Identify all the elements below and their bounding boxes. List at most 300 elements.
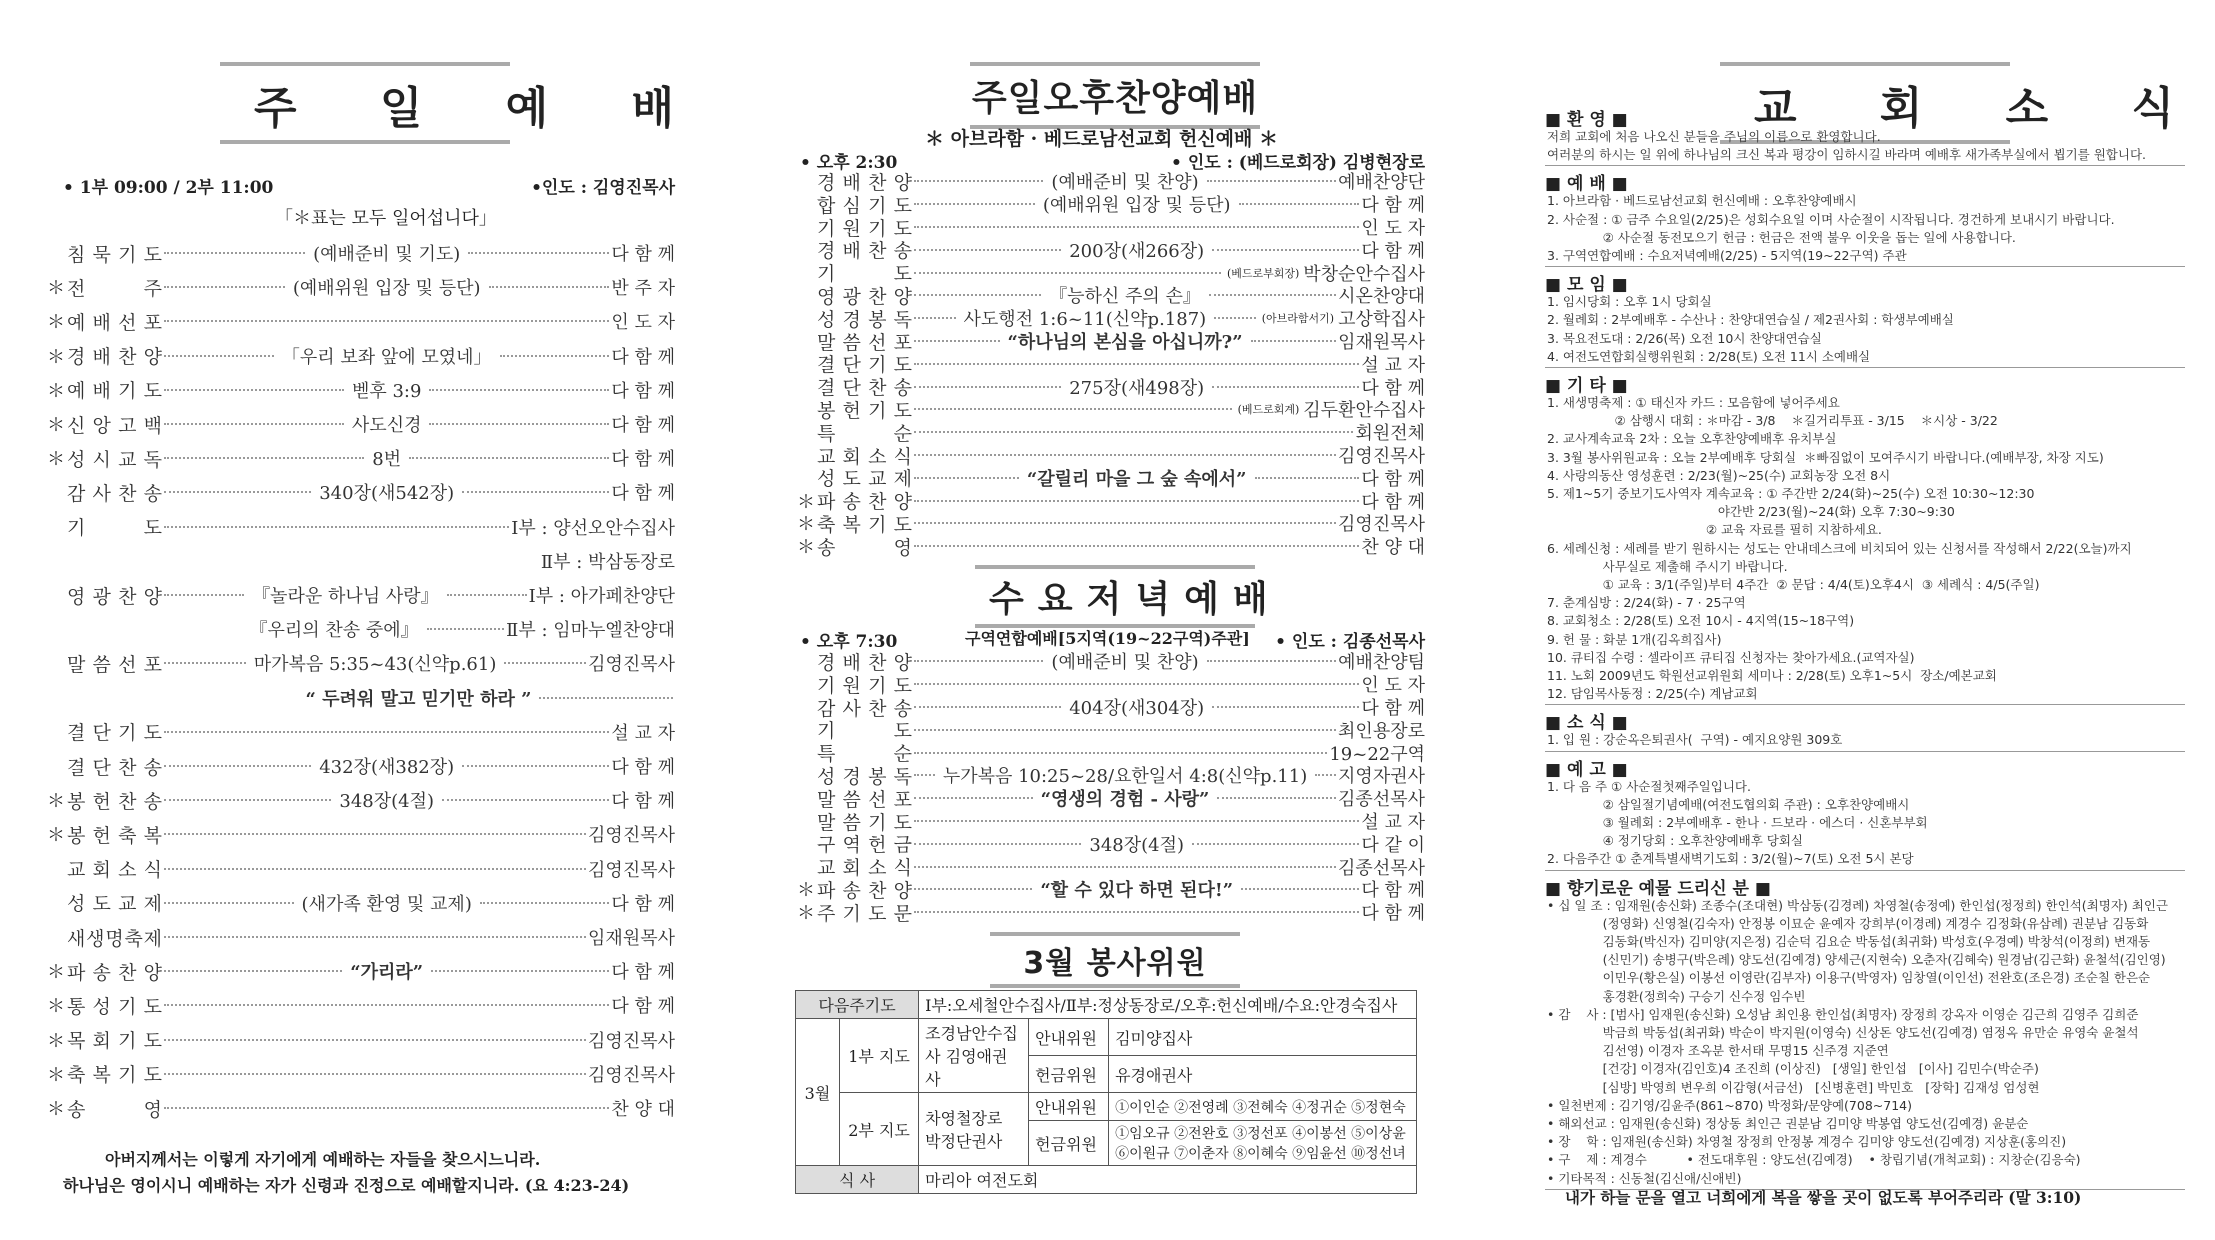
news-line: 12. 담임목사동정 : 2/25(수) 계남교회 (1547, 686, 1758, 702)
volunteers-title: 3월 봉사위원 (1023, 946, 1207, 981)
service-times: • 1부 09:00 / 2부 11:00 (63, 178, 274, 198)
order-person: 김영진목사 (1338, 446, 1425, 467)
leader-dots (164, 970, 342, 972)
order-person: 찬 양 대 (611, 1099, 675, 1121)
order-label: 통 성 기 도 (67, 995, 162, 1018)
order-content: 마가복음 5:35~43(신약p.61) (253, 654, 497, 676)
order-label: 결 단 찬 송 (67, 756, 162, 779)
scripture-line-1: 아버지께서는 이렇게 자기에게 예배하는 자들을 찾으시느니라. (105, 1150, 541, 1169)
order-label: 봉 헌 기 도 (817, 399, 912, 422)
order-person: 설 교 자 (1361, 812, 1425, 833)
order-label: 말 씀 선 포 (67, 653, 162, 676)
leader-dots (164, 526, 509, 528)
order-person: 다 같 이 (1361, 834, 1425, 856)
order-content: “갈릴리 마을 그 숲 속에서” (1026, 468, 1247, 490)
part1-guide: 김미양집사 (1109, 1019, 1417, 1056)
leader-dots (164, 389, 344, 391)
leader-dots (914, 706, 1061, 708)
afternoon-title-block (970, 62, 1260, 129)
order-content: (새가족 환영 및 교제) (301, 893, 472, 915)
order-content: 누가복음 10:25~28/요한일서 4:8(신약p.11) (942, 766, 1308, 788)
order-row (45, 783, 675, 817)
order-label: 특 순 (817, 743, 912, 766)
order-label: 결 단 기 도 (817, 354, 912, 377)
order-person: 다 함 께 (1361, 491, 1425, 513)
news-line: 야간반 2/23(월)~24(화) 오후 7:30~9:30 (1547, 504, 1955, 520)
news-line: (신민기) 송병구(박은례) 양도선(김예경) 양세근(지현숙) 오춘자(김혜숙) 원경남(김근화) 윤철석(김인영) (1547, 952, 2166, 968)
leader-dots (164, 765, 311, 767)
part2-offer-line1: ①임오규 ②전완호 ③정선포 ④이봉선 ⑤이상윤 (1115, 1126, 1406, 1142)
order-label: 말 씀 선 포 (817, 331, 912, 354)
news-line: ③ 월례회 : 2부예배후 - 한나 · 드보라 · 에스더 · 신혼부부회 (1547, 815, 1928, 830)
title-bar-bottom (990, 984, 1240, 988)
order-person: 김영진목사 (588, 859, 675, 881)
news-line: ① 교육 : 3/1(주일)부터 4주간 ② 문답 : 4/4(토)오후4시 ③ 세례식 : 4/5(주일) (1547, 577, 2040, 592)
order-label: 파 송 찬 양 (67, 961, 162, 984)
news-line: 3. 3월 봉사위원교육 : 오늘 2부예배후 당회실 ＊빠짐없이 모여주시기 바랍니다.(예배부장, 차장 지도) (1547, 449, 2104, 465)
news-line: (정영화) 신영철(김숙자) 안정봉 이묘순 윤예자 강희부(이경례) 계경수 김정화(유삼례) 권분남 김동화 (1547, 915, 2149, 931)
leader-dots (914, 454, 1336, 456)
sunday-service-column (45, 0, 708, 1240)
news-line: 8. 교회청소 : 2/28(토) 오전 10시 - 4지역(15~18구역) (1547, 613, 1855, 629)
stand-mark: ＊ (797, 491, 815, 513)
order-content: “ 두려워 말고 믿기만 하라 ” (305, 688, 532, 710)
order-person: 다 함 께 (611, 449, 676, 471)
order-row (45, 852, 675, 886)
leader-dots (539, 697, 673, 699)
news-line: 저희 교회에 처음 나오신 분들을 주님의 이름으로 환영합니다. (1547, 129, 1881, 144)
news-line: • 십 일 조 : 임재원(송신화) 조종수(조대현) 박삼동(김경례) 차영철(송정예) 한인섭(정정희) 한인석(최명자) 최인근 (1547, 897, 2168, 913)
meal-label: 식 사 (796, 1166, 919, 1194)
order-row (45, 510, 675, 544)
leader-dots (1192, 843, 1359, 845)
order-row (795, 696, 1425, 719)
part1-offer-label: 헌금위원 (1029, 1056, 1109, 1093)
order-row (45, 270, 675, 304)
stand-mark: ＊ (47, 1030, 65, 1052)
leader-dots (500, 355, 610, 357)
order-row (795, 284, 1425, 307)
news-section-heading: ■ 소 식 ■ (1545, 713, 1628, 734)
order-person: 다 함 께 (611, 962, 676, 984)
news-line: 10. 큐티집 수령 : 셀라이프 큐티집 신청자는 찾아가세요.(교역자실) (1547, 649, 1915, 665)
order-label: 구 역 헌 금 (817, 834, 912, 857)
order-person: 인 도 자 (611, 312, 675, 334)
leader-dots (1214, 317, 1256, 319)
order-person: Ⅱ부 : 박삼동장로 (540, 551, 675, 573)
leader-dots (914, 272, 1221, 274)
jido-label: 지도 (878, 1047, 910, 1066)
order-label: 성 시 교 독 (67, 448, 162, 471)
news-line: [건강] 이경자(김인호)4 조진희 (이상진) [생일] 한인섭 [이사] 김민수(박순주) (1547, 1061, 2039, 1077)
order-label: 송 영 (817, 536, 912, 559)
leader-dots (914, 249, 1061, 251)
order-row (45, 544, 675, 578)
order-content: (예배위원 입장 및 등단) (1042, 195, 1231, 217)
order-label: 말 씀 기 도 (817, 811, 912, 834)
leader-dots (164, 1107, 609, 1109)
leader-dots (504, 662, 586, 664)
order-content: 『놀라운 하나님 사랑』 (252, 586, 439, 608)
news-line: 4. 여전도연합회실행위원회 : 2/28(토) 오전 11시 소예배실 (1547, 348, 1871, 364)
order-row (795, 261, 1425, 284)
order-row (45, 988, 675, 1022)
order-person: 김영진목사 (588, 1064, 675, 1086)
news-line: 김선영) 이경자 조옥분 한서태 무명15 신주경 지준연 (1547, 1043, 1889, 1059)
order-person: 김종선목사 (1338, 857, 1425, 879)
leader-dots (468, 252, 609, 254)
section-divider (1545, 165, 2185, 166)
order-note: (아브라함서기) (1261, 312, 1335, 326)
part1: 1부 (848, 1047, 874, 1066)
section-divider (1545, 367, 2185, 368)
order-person: 다 함 께 (611, 380, 676, 402)
order-row (795, 375, 1425, 398)
order-row (45, 304, 675, 338)
stand-mark: ＊ (797, 880, 815, 902)
order-person: 김영진목사 (588, 654, 676, 676)
news-line: 김동화(박신자) 김미양(지은정) 김순덕 김요순 박동섭(최귀화) 박성호(우경예) 박창석(이정희) 변재동 (1547, 934, 2151, 949)
order-row (795, 901, 1425, 924)
next-week-prayer-value: Ⅰ부:오세철안수집사/Ⅱ부:정상동장로/오후:헌신예배/수요:안경숙집사 (919, 991, 1417, 1019)
news-line: ② 사순절 동전모으기 헌금 : 헌금은 전액 불우 이웃을 돕는 일에 사용합니다. (1547, 229, 2016, 245)
leader-dots (914, 752, 1327, 754)
news-line: 2. 월례회 : 2부예배후 - 수산나 : 찬양대연습실 / 제2권사회 : 학생부예배실 (1547, 312, 1954, 328)
volunteers-title-block (990, 932, 1240, 988)
order-content: 348장(4절) (339, 791, 435, 813)
volunteers-table (795, 990, 1417, 1194)
leader-dots (164, 252, 305, 254)
news-line: ② 교육 자료를 필히 지참하세요. (1547, 522, 1882, 538)
order-person: 설 교 자 (1361, 354, 1425, 376)
order-label: 목 회 기 도 (67, 1030, 162, 1053)
sunday-service-title-block (220, 62, 708, 144)
order-content: (예배준비 및 기도) (313, 244, 461, 266)
wednesday-title-block (975, 565, 1282, 628)
leader-dots (480, 902, 610, 904)
order-label: 경 배 찬 양 (817, 651, 912, 674)
order-row (795, 307, 1425, 330)
order-person: 설 교 자 (611, 722, 675, 744)
order-row (45, 817, 675, 851)
part1-label (840, 1019, 919, 1093)
leader-dots (164, 662, 246, 664)
part2-label (840, 1093, 919, 1166)
news-line: • 기타목적 : 신동철(김신애/신애빈) (1547, 1170, 1742, 1186)
order-label: 감 사 찬 송 (817, 697, 912, 720)
order-content: 275장(새498장) (1069, 377, 1205, 399)
order-row (45, 681, 675, 715)
leader-dots (914, 340, 1000, 342)
leader-dots (164, 594, 244, 596)
stand-mark: ＊ (797, 903, 815, 925)
order-person: 다 함 께 (611, 346, 676, 368)
stand-mark: ＊ (47, 312, 65, 334)
news-line: 사무실로 제출해 주시기 바랍니다. (1547, 558, 1788, 574)
title-bar-bottom (220, 140, 510, 144)
order-label: 감 사 찬 송 (67, 482, 162, 505)
order-label: 기 도 (817, 263, 912, 286)
leader-dots (914, 797, 1033, 799)
news-line: ② 삼행시 대회 : ＊마감 - 3/8 ＊길거리투표 - 3/15 ＊시상 - 3/22 (1547, 413, 1998, 429)
leader-dots (914, 317, 956, 319)
news-section-heading: ■ 모 임 ■ (1545, 275, 1628, 296)
order-label: 예 배 기 도 (67, 380, 162, 403)
order-row (45, 373, 675, 407)
leader-dots (409, 457, 609, 459)
order-row (45, 886, 675, 920)
order-person: 다 함 께 (1361, 698, 1425, 719)
order-row (45, 1091, 675, 1125)
order-label: 봉 헌 축 복 (67, 824, 162, 847)
order-label: 예 배 선 포 (67, 311, 162, 334)
wednesday-leader: • 인도 : 김종선목사 (1275, 632, 1425, 652)
order-content: 404장(새304장) (1069, 698, 1205, 719)
order-label: 기 도 (67, 517, 162, 540)
order-person: 다 함 께 (611, 996, 675, 1018)
order-person: 인 도 자 (1361, 675, 1425, 697)
leader-dots (164, 731, 609, 733)
order-row (795, 466, 1425, 489)
afternoon-subtitle: ＊ 아브라함 · 베드로남선교회 헌신예배 ＊ (925, 128, 1278, 150)
order-row (45, 1057, 675, 1091)
leader-dots (914, 660, 1043, 662)
afternoon-time: • 오후 2:30 (800, 153, 898, 173)
news-section-heading: ■ 향기로운 예물 드리신 분 ■ (1545, 878, 1771, 899)
news-section-heading: ■ 예 고 ■ (1545, 759, 1628, 780)
order-row (45, 407, 675, 441)
order-label: 기 원 기 도 (817, 674, 912, 697)
order-content: 사도행전 1:6~11(신약p.187) (963, 309, 1207, 331)
order-person: 김영진목사 (588, 1030, 675, 1052)
order-label: 신 앙 고 백 (67, 414, 162, 437)
order-label: 성 도 교 제 (817, 468, 912, 491)
order-content: 432장(새382장) (319, 757, 455, 779)
order-person: 다 함 께 (1361, 195, 1425, 217)
order-row (45, 578, 675, 612)
order-label: 성 경 봉 독 (817, 765, 912, 788)
stand-mark: ＊ (797, 537, 815, 559)
order-row (45, 612, 675, 646)
order-label: 파 송 찬 양 (817, 491, 912, 514)
order-label: 봉 헌 찬 송 (67, 790, 162, 813)
section-divider (1545, 751, 2185, 752)
order-person: 다 함 께 (611, 483, 675, 505)
order-row (795, 330, 1425, 353)
news-line: ② 삼일절기념예배(여전도협의회 주관) : 오후찬양예배시 (1547, 796, 1910, 812)
order-person: 김두환안수집사 (1303, 400, 1425, 422)
leader-dots (1255, 477, 1360, 479)
order-person: 임재원목사 (588, 928, 675, 950)
news-line: ④ 정기당회 : 오후찬양예배후 당회실 (1547, 833, 1803, 849)
news-line: 11. 노회 2009년도 학원선교위원회 세미나 : 2/28(토) 오후1~5시 장소/예본교회 (1547, 668, 1997, 683)
order-label: 결 단 찬 송 (817, 377, 912, 400)
news-line: 2. 다음주간 ① 춘계특별새벽기도회 : 3/2(월)~7(토) 오전 5시 본당 (1547, 851, 1914, 867)
order-person: 다 함 께 (1361, 880, 1426, 902)
order-row (795, 787, 1425, 810)
order-label: 영 광 찬 양 (817, 285, 912, 308)
order-label: 파 송 찬 양 (817, 879, 912, 902)
order-row (45, 715, 675, 749)
order-person: 다 함 께 (611, 791, 675, 813)
leader-dots (914, 363, 1359, 365)
part2-guide: ①이인순 ②전영례 ③전혜숙 ④정귀순 ⑤정현숙 (1109, 1093, 1417, 1121)
news-line: 9. 헌 물 : 화분 1개(김옥희집사) (1547, 631, 1722, 647)
order-label: 교 회 소 식 (817, 445, 912, 468)
leader-dots (164, 355, 274, 357)
order-content: “영생의 경험 - 사랑” (1040, 789, 1210, 811)
leader-dots (164, 833, 586, 835)
order-content: 사도신경 (351, 415, 422, 437)
order-label: 침 묵 기 도 (67, 243, 162, 266)
order-row (45, 646, 675, 680)
order-label: 축 복 기 도 (817, 513, 912, 536)
leader-dots (914, 203, 1035, 205)
order-person: 다 함 께 (611, 415, 676, 437)
leader-dots (462, 765, 609, 767)
part2-guide-label: 안내위원 (1029, 1093, 1109, 1121)
order-content: (예배준비 및 찬양) (1051, 652, 1199, 674)
stand-mark: ＊ (797, 514, 815, 536)
news-line: 2. 교사계속교육 2차 : 오늘 오후찬양예배후 유치부실 (1547, 431, 1837, 447)
order-row (795, 444, 1425, 467)
order-person: 임재원목사 (1338, 332, 1426, 353)
order-person: 최인용장로 (1338, 720, 1425, 742)
order-label: 주 기 도 문 (817, 902, 912, 925)
order-person: 다 함 께 (611, 893, 675, 915)
news-line: 4. 사랑의동산 영성훈련 : 2/23(월)~25(수) 교회농장 오전 8시 (1547, 467, 1891, 483)
order-row (45, 954, 675, 988)
order-content: 340장(새542장) (319, 483, 455, 505)
service-leader: •인도 : 김영진목사 (531, 178, 675, 198)
order-content: 「우리 보좌 앞에 모였네」 (281, 346, 492, 368)
leader-dots (1217, 797, 1336, 799)
wednesday-time: • 오후 7:30 (800, 632, 898, 652)
order-content: “가리라” (350, 962, 424, 984)
news-line: 7. 춘계심방 : 2/24(화) - 7 · 25구역 (1547, 595, 1746, 611)
leader-dots (1241, 888, 1359, 890)
order-content: (예배준비 및 찬양) (1051, 172, 1199, 194)
order-row (45, 1023, 675, 1057)
order-label: 영 광 찬 양 (67, 585, 162, 608)
leader-dots (914, 386, 1061, 388)
leader-dots (914, 683, 1359, 685)
order-row (795, 878, 1425, 901)
leader-dots (914, 477, 1019, 479)
leader-dots (914, 888, 1032, 890)
leader-dots (429, 389, 609, 391)
jido-label: 지도 (878, 1120, 910, 1140)
part2-offer (1109, 1121, 1417, 1166)
order-row (795, 421, 1425, 444)
leader-dots (447, 594, 527, 596)
news-line: • 일천번제 : 김기영/김윤주(861~870) 박정화/문양예(708~714) (1547, 1097, 1912, 1113)
order-label: 교 회 소 식 (67, 859, 162, 882)
leader-dots (164, 320, 609, 322)
stand-mark: ＊ (47, 962, 65, 984)
part1-guide-label: 안내위원 (1029, 1019, 1109, 1056)
afternoon-leader: • 인도 : (베드로회장) 김병현장로 (1171, 153, 1425, 173)
church-news-column (1545, 0, 2208, 1240)
order-note: (베드로회계) (1237, 403, 1300, 417)
order-row (795, 170, 1425, 193)
order-row (795, 741, 1425, 764)
order-row (45, 339, 675, 373)
order-person: 다 함 께 (611, 757, 675, 779)
news-line: 박금희 박동섭(최귀화) 박순이 박지원(이영숙) 신상돈 양도선(김예경) 염정옥 유만순 유영숙 윤철석 (1547, 1025, 2139, 1040)
order-row (45, 920, 675, 954)
order-label: 축 복 기 도 (67, 1064, 162, 1087)
stand-mark: ＊ (47, 346, 65, 368)
leader-dots (914, 500, 1359, 502)
order-person: 회원전체 (1355, 423, 1425, 445)
part2-offer-line2: ⑥이원규 ⑦이춘자 ⑧이혜숙 ⑨임윤선 ⑩정선녀 (1115, 1146, 1406, 1162)
order-content: 벧후 3:9 (351, 380, 422, 402)
news-section-heading: ■ 예 배 ■ (1545, 174, 1628, 195)
month-label: 3월 (796, 1019, 840, 1166)
standing-note: 「＊표는 모두 일어섭니다」 (275, 208, 497, 229)
order-row (795, 855, 1425, 878)
afternoon-title: 주일오후찬양예배 (971, 78, 1259, 119)
leader-dots (164, 902, 294, 904)
leader-dots (1207, 660, 1336, 662)
order-label: 특 순 (817, 422, 912, 445)
stand-mark: ＊ (47, 791, 65, 813)
leader-dots (914, 911, 1359, 913)
leader-dots (164, 936, 586, 938)
order-person: 김영진목사 (588, 825, 675, 847)
order-note: (베드로부회장) (1226, 266, 1300, 280)
scripture-line-2: 하나님은 영이시니 예배하는 자가 신령과 진정으로 예배할지니라. (요 4:23-24) (63, 1176, 630, 1195)
leader-dots (427, 628, 504, 630)
stand-mark: ＊ (47, 380, 65, 402)
stand-mark: ＊ (47, 415, 65, 437)
leader-dots (164, 491, 311, 493)
stand-mark: ＊ (47, 996, 65, 1018)
leader-dots (914, 774, 935, 776)
news-line: 이민우(황은실) 이봉선 이영란(김부자) 이용구(박영자) 임창열(이인선) 전완호(조은경) 조순칠 한은순 (1547, 970, 2151, 986)
order-row (795, 512, 1425, 535)
order-row (795, 650, 1425, 673)
part2: 2부 (848, 1120, 874, 1140)
order-person: 찬 양 대 (1361, 537, 1425, 559)
order-person: 19~22구역 (1329, 743, 1425, 765)
order-row (795, 352, 1425, 375)
order-row (795, 718, 1425, 741)
order-person: 박창순안수집사 (1303, 263, 1425, 285)
leader-dots (914, 431, 1353, 433)
news-line: • 감 사 : [범사] 임재원(송신화) 오성남 최인용 한인섭(최명자) 장정희 강옥자 이영순 김근희 김영주 김희준 (1547, 1006, 2139, 1022)
wednesday-subtitle: 구역연합예배[5지역(19~22구역)주관] (965, 629, 1250, 648)
order-row (795, 832, 1425, 855)
leader-dots (1212, 386, 1359, 388)
news-line: 1. 입 원 : 강순옥은퇴권사( 구역) - 예지요양원 309호 (1547, 732, 1843, 748)
order-label: 말 씀 선 포 (817, 788, 912, 811)
order-person: 다 함 께 (1361, 468, 1426, 490)
order-label: 새 생 명 축 제 (67, 927, 162, 950)
order-label: 합 심 기 도 (817, 194, 912, 217)
meal-value: 마리아 여전도회 (919, 1166, 1417, 1194)
leader-dots (914, 408, 1232, 410)
section-divider (1545, 704, 2185, 705)
order-content: “하나님의 본심을 아십니까?” (1007, 332, 1243, 353)
stand-mark: ＊ (47, 278, 65, 300)
order-row (795, 764, 1425, 787)
news-line: 홍경환(정희숙) 구승기 신수정 임수빈 (1547, 988, 1806, 1004)
leader-dots (164, 868, 586, 870)
news-line: 3. 목요전도대 : 2/26(목) 오전 10시 찬양대연습실 (1547, 330, 1822, 346)
afternoon-wednesday-column (795, 0, 1435, 1240)
